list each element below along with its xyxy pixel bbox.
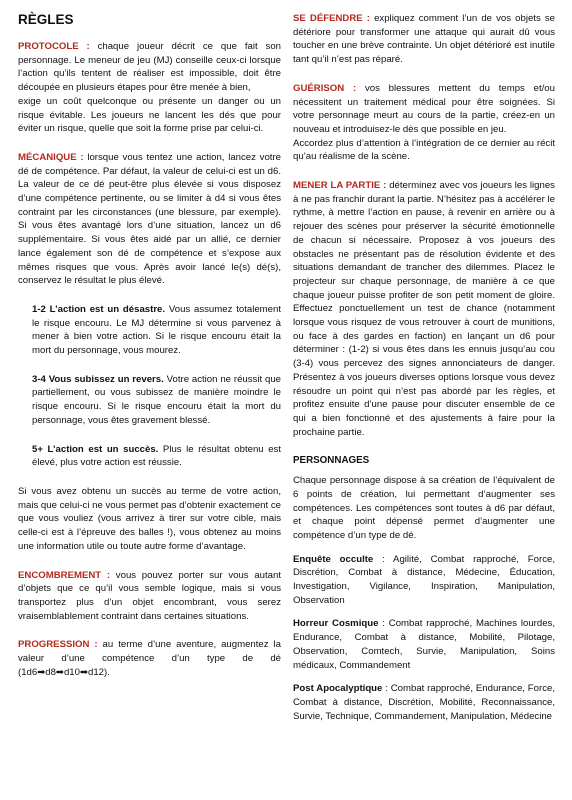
skill-list-horreur-term: Horreur Cosmique — [293, 618, 379, 630]
mecanique-paragraph — [18, 151, 281, 288]
result-succes — [18, 443, 281, 470]
result-revers-head: 3-4 Vous subissez un revers. — [32, 373, 164, 385]
skill-list-horreur — [293, 617, 555, 672]
result-succes-text: Plus le résultat obtenu est élevé, plus votre action est réussie. — [32, 443, 281, 469]
personnages-heading: PERSONNAGES — [293, 455, 370, 467]
se-defendre-paragraph — [293, 12, 555, 67]
skill-list-horreur-text: : Combat rapproché, Machines lourdes, Endurance, Combat à distance, Mobilité, Pilotage, Observation, Comtech, Survie, Manipulation, Soins médicaux, Commandement — [293, 618, 555, 671]
right-column — [293, 12, 555, 723]
personnages-text: Chaque personnage dispose à sa création de l’équivalent de 6 points de création, lui permettant d’augmenter ses compétences. Les compétences sont toutes à d6 par défaut, et chaque point dépensé permet d’augmenter une compétence d’un type de dé. — [293, 475, 555, 541]
progression-text: au terme d’une aventure, augmentez la valeur d’une compétence d’un type de dé (1d6➡d8➡d10➡d12). — [18, 639, 281, 678]
skill-list-enquete-term: Enquête occulte — [293, 553, 374, 565]
guerison-paragraph — [293, 82, 555, 137]
result-desastre — [18, 303, 281, 358]
skill-list-enquete — [293, 553, 555, 608]
left-column — [18, 12, 281, 679]
mecanique-text: lorsque vous tentez une action, lancez votre dé de compétence. Par défaut, la valeur de celui-ci est un d6. La valeur de ce dé peut-être plus élevée si vous disposez d’une compétence pertinente, ou se limiter à d4 si vous êtes contraint par les circonstances (une blessure, par exemple). Si vous êtes avantagé lors d’une situation, lancez un d6 supplémentaire. Si vous êtes aidé par un allié, ce dernier lance également son dé de compétence et s’expose aux mêmes risques que vous. Après avoir lancé le(s) dé(s), conservez le résultat le plus élevé. — [18, 151, 281, 287]
skill-list-post-apo — [293, 682, 555, 723]
mener-text: déterminez avec vos joueurs les lignes à ne pas franchir durant la partie. N’hésitez pas à accélérer le rythme, à mettre l’action en pause, à revenir en arrière ou à rejouer des scènes pour préserver la sécurité émotionnelle de chacun si nécessaire. Proposez à vos joueurs des obstacles ne présentant pas de résolution évidente et des situations demandant de trancher des dilemmes. Placez le projecteur sur chaque personnage, de manière à ce que chaque joueur puisse profiter de son petit moment de gloire. Effectuez ponctuellement un test de chance (notamment lorsque vous risquez de vous retrouver à court de munitions, ou face à des gardes en faction) en lançant un d6 pour déterminer : (1-2) si vous êtes dans les ennuis jusqu’au cou (3-4) vous percevez des signes annonciateurs de danger. Présentez à vos joueurs diverses options lorsque vous devez résoudre un point qui n’est pas abordé par les règles, et profitez ensuite d’une pause pour discuter ensemble de ce qui a bien fonctionné et des ajustements à faire pour la prochaine partie. — [293, 180, 555, 438]
protocole-text-1: chaque joueur décrit ce que fait son personnage. Le meneur de jeu (MJ) conseille ceux-ci lorsque l’action qu’ils tentent de réaliser est impossible, doit être découpée en plusieurs étapes pour être menée à bien, — [18, 41, 281, 94]
progression-paragraph — [18, 638, 281, 679]
skill-list-enquete-text: : Agilité, Combat rapproché, Force, Discrétion, Combat à distance, Médecine, Éducation, Investigation, Vigilance, Inspiration, Manipulation, Observation — [293, 553, 555, 606]
se-defendre-term: SE DÉFENDRE : — [293, 13, 370, 24]
encombrement-text: vous pouvez porter sur vous autant d’objets que ce qu’il vous semble logique, mais si vous transportez plus d’un objet encombrant, vous serez vraisemblablement contraint dans certaines situations. — [18, 569, 281, 622]
protocole-text-2: exige un coût quelconque ou présente un danger ou un risque évitable. Les joueurs ne lancent les dés que pour éviter un risque, quelle que soit la forme prise par celui-ci. — [18, 95, 281, 135]
result-desastre-head: 1-2 L’action est un désastre. — [32, 303, 166, 315]
guerison-text-1: vos blessures mettent du temps et/ou nécessitent un traitement médical pour être soignées. Si votre personnage meurt au cours de la partie, créez-en un nouveau et introduisez-le dès que possible en jeu. — [293, 82, 555, 135]
mecanique-term: MÉCANIQUE : — [18, 151, 84, 163]
se-defendre-text: expliquez comment l’un de vos objets se détériore pour transformer une attaque qui aurait dû vous toucher en une brève contrainte. Un objet détérioré est inutile tant qu’il n’est pas réparé. — [293, 13, 555, 66]
succes-paragraph: Si vous avez obtenu un succès au terme de votre action, mais que celui-ci ne vous permet pas d’obtenir exactement ce que vous vouliez (vous arrivez à tirer sur votre cible, mais celle-ci est à l’épreuve des balles !), vous obtenez au moins une information utile ou toute autre forme d’avantage. — [18, 485, 281, 552]
protocole-paragraph — [18, 40, 281, 95]
result-revers — [18, 373, 281, 428]
page-title: RÈGLES — [18, 12, 74, 27]
encombrement-paragraph — [18, 569, 281, 624]
guerison-text-2: Accordez plus d’attention à l’intégration de ce dernier au récit qu’au réalisme de la scène. — [293, 137, 555, 163]
skill-list-post-apo-term: Post Apocalyptique — [293, 683, 383, 695]
mener-paragraph — [293, 179, 555, 439]
protocole-term: PROTOCOLE : — [18, 41, 90, 52]
result-revers-text: Votre action ne réussit que partiellement, ou vous subissez de manière moindre le risque encouru. Si le risque encouru était la mort du personnage, vous êtes gravement blessé. — [32, 373, 281, 426]
mener-term: MENER LA PARTIE : — [293, 180, 387, 192]
result-succes-head: 5+ L’action est un succès. — [32, 443, 159, 455]
skill-list-post-apo-text: : Combat rapproché, Endurance, Force, Combat à distance, Discrétion, Mobilité, Reconnaissance, Survie, Technique, Commandement, Manipulation, Médecine — [293, 683, 555, 722]
result-desastre-text: Vous assumez totalement le risque encouru. Le MJ détermine si vous parvenez à mener à bien votre action. Si le risque encouru était la mort du personnage, vous mourez. — [32, 303, 281, 357]
encombrement-term: ENCOMBREMENT : — [18, 569, 111, 581]
guerison-term: GUÉRISON : — [293, 82, 357, 94]
progression-term: PROGRESSION : — [18, 639, 98, 651]
